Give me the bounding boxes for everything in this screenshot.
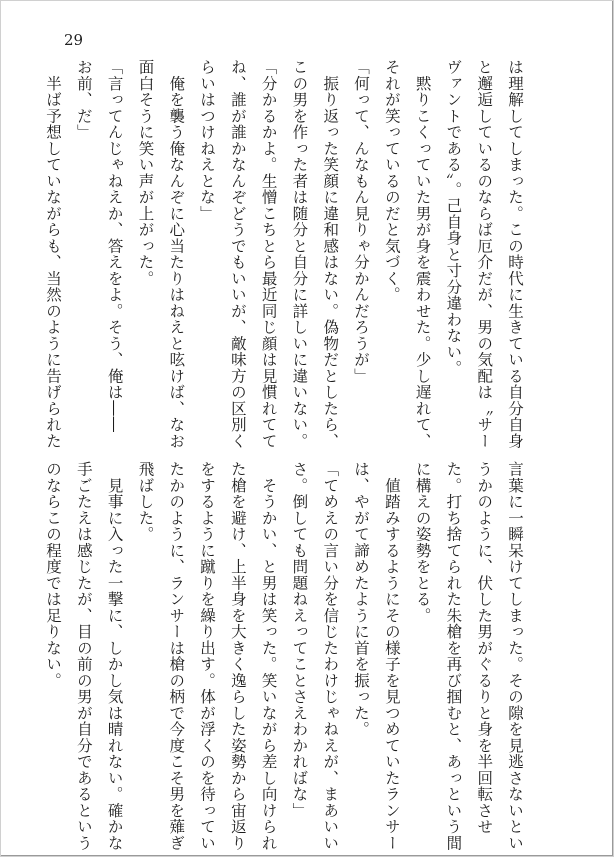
text-line: ね、誰が誰かなんぞどうでもいいが、敵味方の区別く bbox=[228, 59, 247, 449]
text-line: 言葉に一瞬呆けてしまった。その隙を見逃さないとい bbox=[506, 461, 524, 851]
text-block-lower bbox=[44, 461, 524, 851]
text-line: 「分かるかよ。生憎こちとら最近同じ顔は見慣れてて bbox=[259, 59, 278, 449]
page-number: 29 bbox=[64, 31, 84, 49]
text-line: 黙りこくっていた男が身を震わせた。少し遅れて、 bbox=[413, 59, 432, 449]
text-line: この男を作った者は随分と自分に詳しいに違いない。 bbox=[290, 59, 309, 449]
text-line: 俺を襲う俺なんぞに心当たりはねえと呟けば、なお bbox=[167, 59, 186, 449]
text-line: をするように蹴りを繰り出す。体が浮くのを待ってい bbox=[198, 461, 217, 851]
text-line: 「てめえの言い分を信じたわけじゃねえが、まあいい bbox=[321, 461, 340, 851]
text-line: 手ごたえは感じたが、目の前の男が自分であるという bbox=[74, 461, 93, 851]
book-page bbox=[1, 1, 613, 856]
text-line: 面白そうに笑い声が上がった。 bbox=[136, 59, 155, 287]
text-line: は、やがて諦めたように首を振った。 bbox=[352, 461, 371, 738]
text-line: さ。倒しても問題ねえってことさえわかればな」 bbox=[290, 461, 309, 819]
text-line: 「言ってんじゃねえか、答えをよ。そう、俺は―― bbox=[105, 59, 124, 433]
text-line: たかのように、ランサーは槍の柄で今度こそ男を薙ぎ bbox=[167, 461, 186, 851]
text-line: お前、だ」 bbox=[74, 59, 93, 141]
text-line: に構えの姿勢をとる。 bbox=[413, 461, 432, 624]
text-line: 「何って、んなもん見りゃ分かんだろうが」 bbox=[352, 59, 371, 384]
text-line: のならこの程度では足りない。 bbox=[44, 461, 63, 689]
text-line: 飛ばした。 bbox=[136, 461, 155, 543]
text-line: と邂逅しているのならば厄介だが、男の気配は〝サー bbox=[475, 59, 494, 449]
text-line: 見事に入った一撃に、しかし気は晴れない。確かな bbox=[105, 461, 124, 851]
text-line: は理解してしまった。この時代に生きている自分自身 bbox=[506, 59, 524, 449]
text-line: た槍を避け、上半身を大きく逸らした姿勢から宙返り bbox=[228, 461, 247, 851]
text-line: うかのように、伏した男がぐるりと身を半回転させ bbox=[475, 461, 494, 835]
text-line: 半ば予想していながらも、当然のように告げられた bbox=[44, 59, 63, 449]
text-line: それが笑っているのだと気づく。 bbox=[382, 59, 401, 303]
text-line: らいはつけねえとな」 bbox=[198, 59, 217, 222]
text-line: ヴァントである〟。己自身と寸分違わない。 bbox=[444, 59, 463, 377]
text-block-upper bbox=[44, 59, 524, 449]
text-line: た。打ち捨てられた朱槍を再び掴むと、あっという間 bbox=[444, 461, 463, 851]
text-line: 値踏みするようにその様子を見つめていたランサー bbox=[382, 461, 401, 851]
text-line: 振り返った笑顔に違和感はない。偽物だとしたら、 bbox=[321, 59, 340, 449]
text-line: そうかい、と男は笑った。笑いながら差し向けられ bbox=[259, 461, 278, 851]
